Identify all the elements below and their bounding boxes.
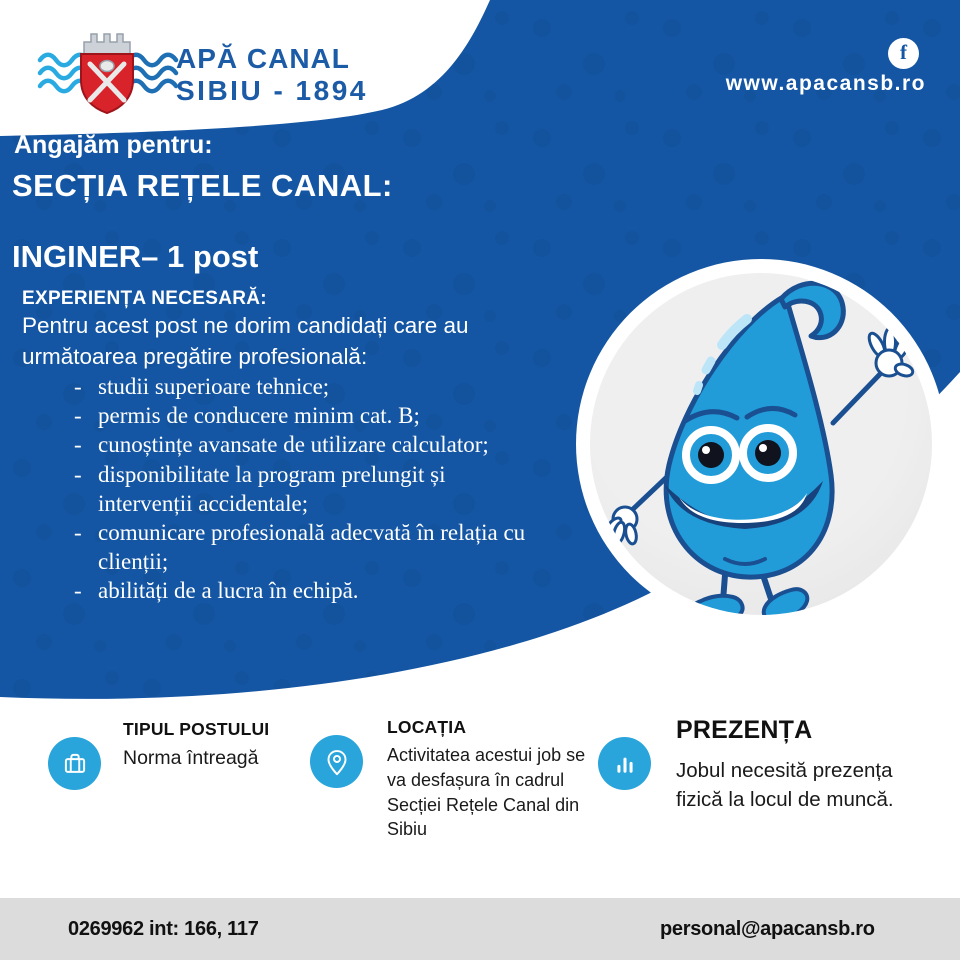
footer-phone: 0269962 int: 166, 117 — [68, 918, 259, 940]
footer-email[interactable]: personal@apacansb.ro — [660, 918, 875, 940]
location-value: Activitatea acestui job se va desfașura în cadrul Secției Rețele Canal din Sibiu — [387, 745, 586, 840]
hiring-position: INGINER– 1 post — [12, 239, 259, 274]
presence-title: PREZENȚA — [676, 716, 813, 744]
facebook-icon[interactable] — [888, 38, 919, 69]
brand-name-line2: SIBIU - 1894 — [176, 75, 368, 107]
requirement-item: - permis de conducere minim cat. B; — [72, 401, 540, 430]
mascot-right-hand — [866, 328, 914, 378]
presence-value: Jobul necesită prezența fizică la locul de muncă. — [676, 759, 894, 812]
website-link[interactable]: www.apacansb.ro — [725, 72, 926, 95]
requirement-item: - comunicare profesională adecvată în relația cu clienții; — [72, 518, 540, 576]
facebook-glyph: f — [900, 40, 907, 64]
bar-chart-icon — [598, 737, 651, 790]
location-title: LOCAȚIA — [387, 717, 467, 737]
experience-title: EXPERIENȚA NECESARĂ: — [22, 288, 267, 309]
requirement-item: - studii superioare tehnice; — [72, 372, 540, 401]
job-type-title: TIPUL POSTULUI — [123, 719, 270, 739]
water-drop-mascot — [605, 273, 917, 615]
waves-right-icon — [128, 55, 176, 92]
briefcase-icon — [48, 737, 101, 790]
requirement-item: - cunoștințe avansate de utilizare calculator; — [72, 430, 540, 459]
requirements-list — [72, 372, 540, 606]
brand-name-line1: APĂ CANAL — [176, 43, 350, 74]
mascot-circle — [590, 273, 932, 615]
hiring-department: SECȚIA REȚELE CANAL: — [12, 168, 393, 203]
mascot-left-hand — [605, 507, 638, 545]
job-type-value: Norma întreagă — [123, 747, 259, 769]
experience-intro: Pentru acest post ne dorim candidați care au următoarea pregătire profesională: — [22, 313, 469, 370]
location-pin-icon — [310, 735, 363, 788]
coat-of-arms-icon — [81, 34, 133, 113]
requirement-item: - disponibilitate la program prelungit și intervenții accidentale; — [72, 460, 540, 518]
mascot-ring — [576, 259, 946, 629]
hiring-intro: Angajăm pentru: — [14, 131, 213, 159]
footer-bar — [0, 898, 960, 960]
brand-name — [176, 44, 368, 106]
requirement-item: - abilități de a lucra în echipă. — [72, 576, 540, 605]
